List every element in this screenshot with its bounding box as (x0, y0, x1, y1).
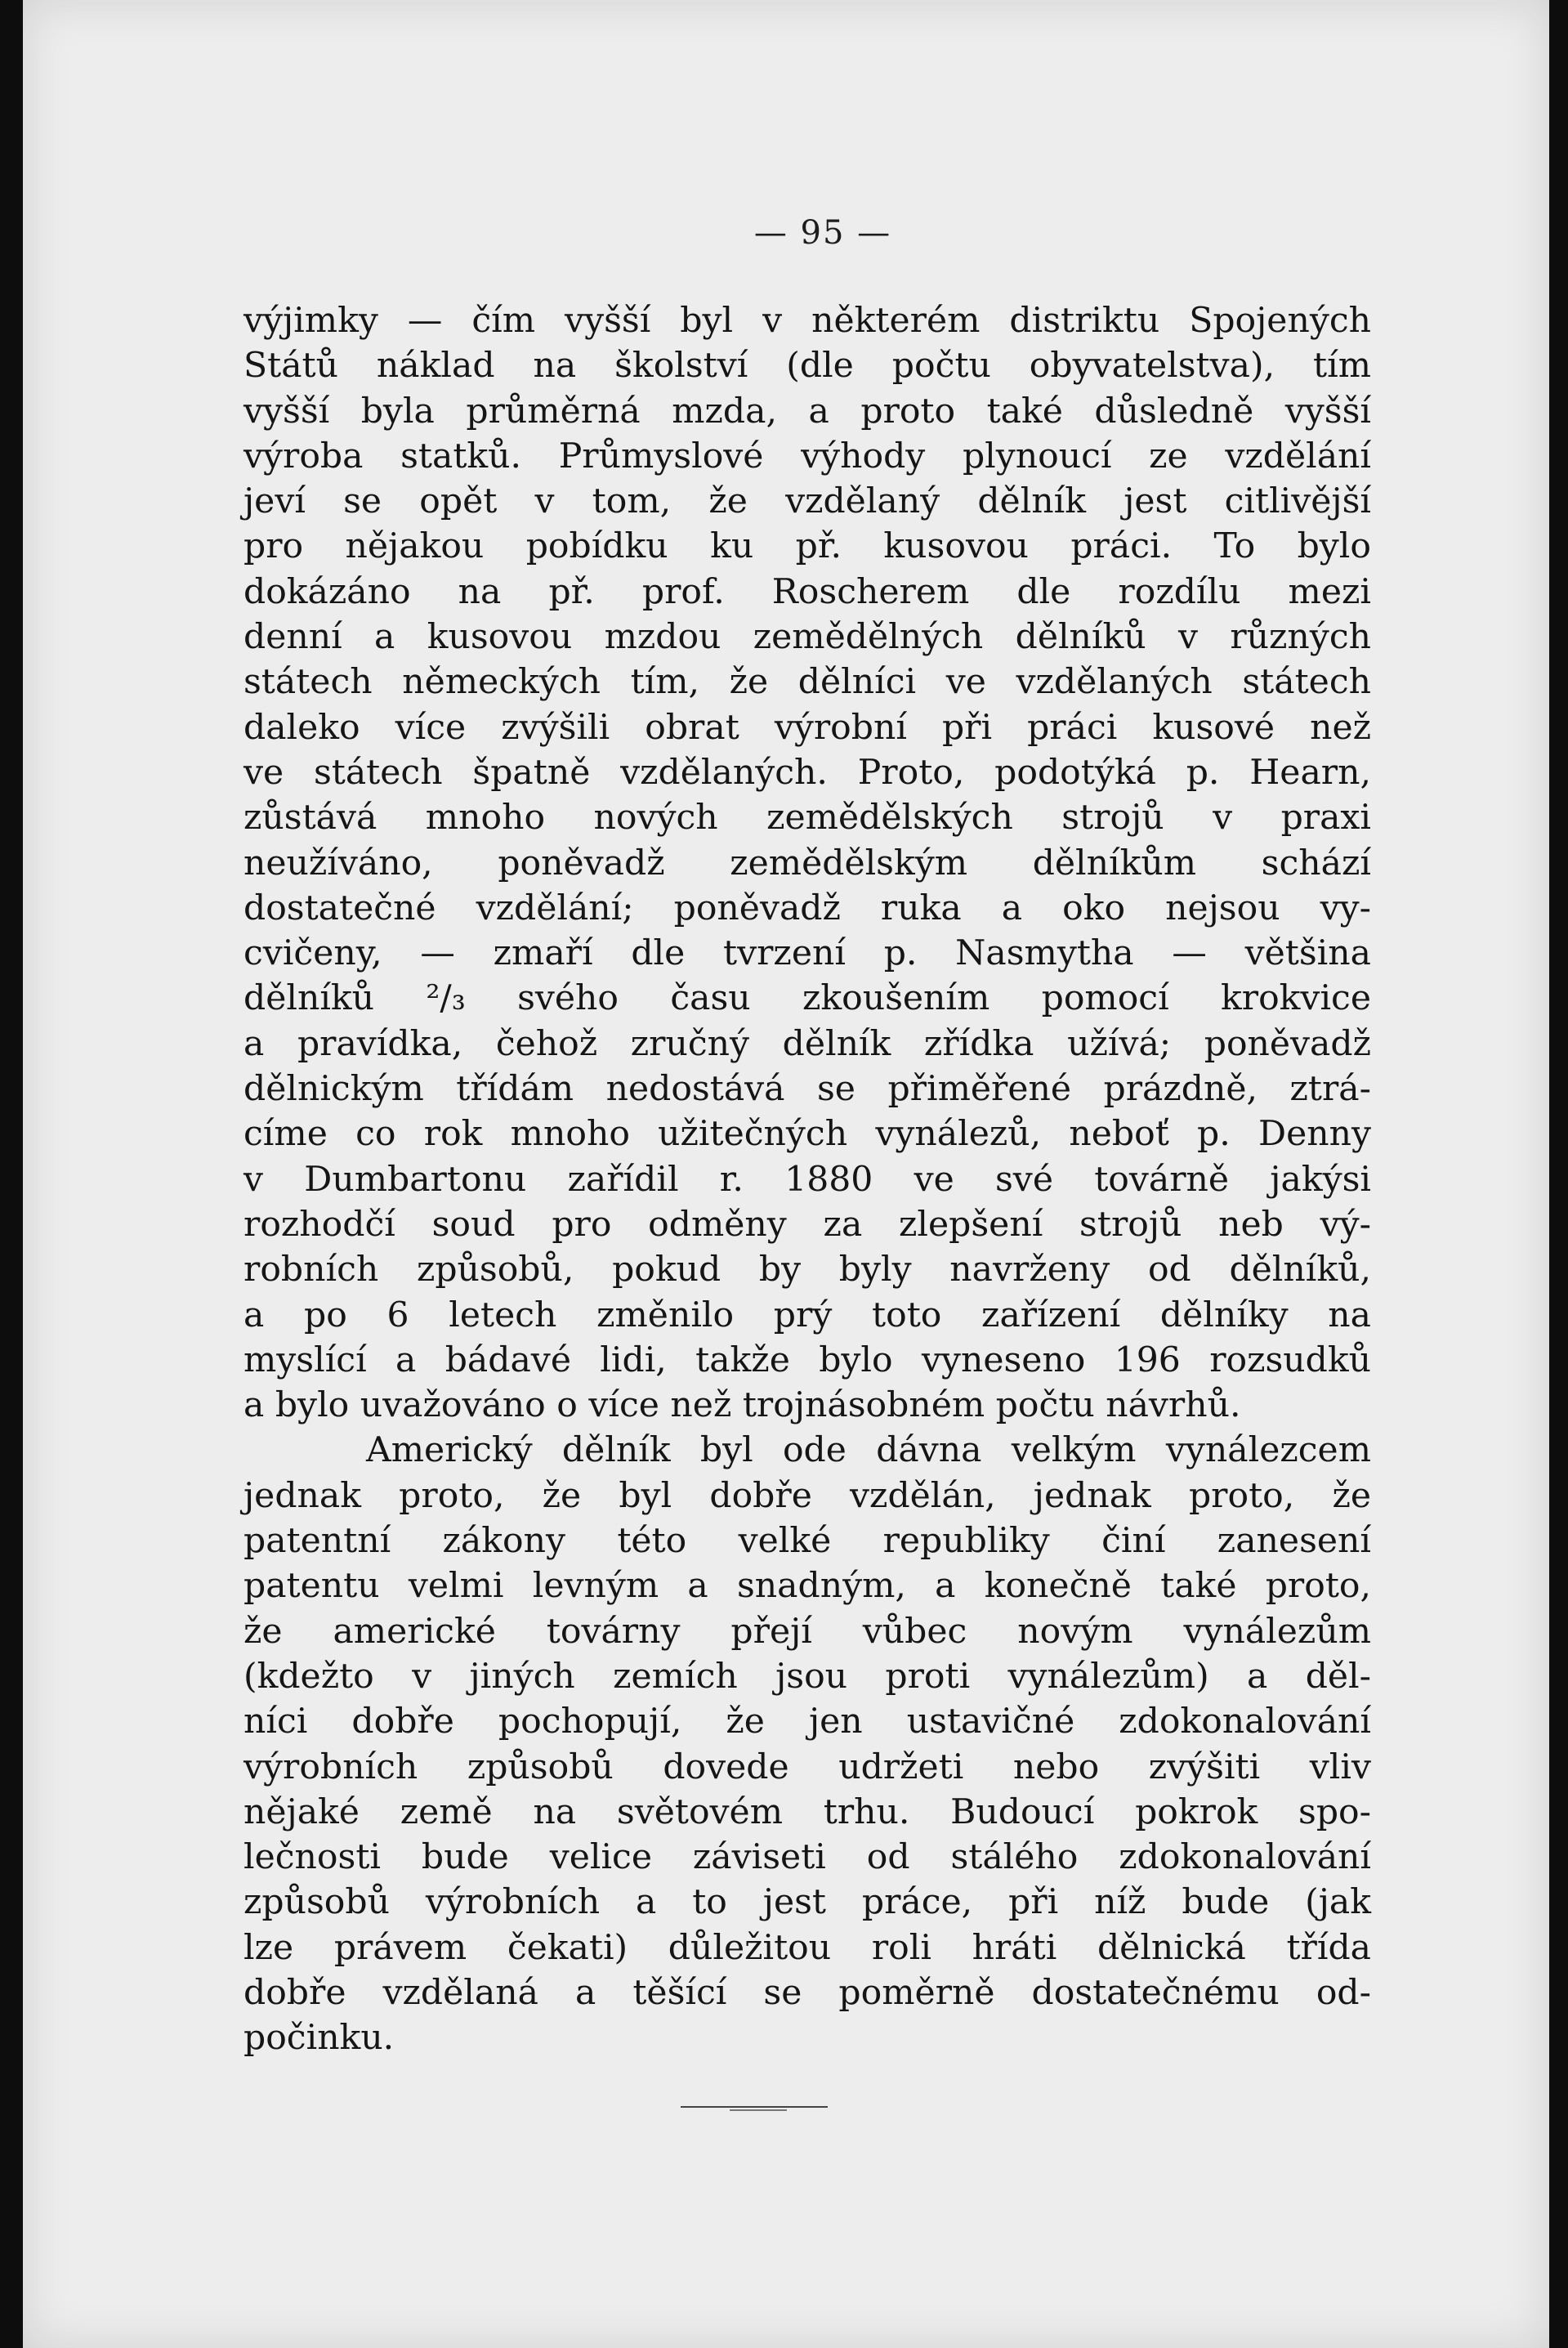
text-line: dokázáno na př. prof. Roscherem dle rozdílu mezi (243, 571, 1371, 612)
text-line: dobře vzdělaná a těšící se poměrně dostatečnému od- (243, 1972, 1371, 2013)
text-line: patentní zákony této velké republiky činí zanesení (243, 1521, 1371, 1562)
text-line: ve státech špatně vzdělaných. Proto, podotýká p. Hearn, (243, 752, 1371, 793)
text-line: robních způsobů, pokud by byly navrženy od dělníků, (243, 1250, 1371, 1290)
text-line: pro nějakou pobídku ku př. kusovou práci. To bylo (243, 526, 1371, 567)
text-line: zůstává mnoho nových zemědělských strojů v praxi (243, 798, 1371, 839)
section-end-rule (681, 2106, 828, 2108)
text-line: jednak proto, že byl dobře vzdělán, jednak proto, že (243, 1475, 1371, 1516)
text-line: státech německých tím, že dělníci ve vzdělaných státech (243, 662, 1371, 703)
text-line: výrobních způsobů dovede udržeti nebo zvýšiti vliv (243, 1746, 1371, 1787)
book-page (23, 0, 1549, 2348)
text-line: cvičeny, — zmaří dle tvrzení p. Nasmytha — většina (243, 933, 1371, 974)
body-text (243, 298, 1371, 2061)
text-line: lečnosti bude velice záviseti od stálého zdokonalování (243, 1837, 1371, 1878)
text-line: lze právem čekati) důležitou roli hráti dělnická třída (243, 1927, 1371, 1968)
text-line: níci dobře pochopují, že jen ustavičné zdokonalování (243, 1702, 1371, 1742)
text-line: nějaké země na světovém trhu. Budoucí pokrok spo- (243, 1791, 1371, 1832)
text-line: že americké továrny přejí vůbec novým vynálezům (243, 1611, 1371, 1652)
text-line: neužíváno, poněvadž zemědělským dělníkům schází (243, 843, 1371, 883)
text-line: dělnickým třídám nedostává se přiměřené prázdně, ztrá- (243, 1069, 1371, 1110)
text-line: Států náklad na školství (dle počtu obyvatelstva), tím (243, 346, 1371, 387)
text-line: rozhodčí soud pro odměny za zlepšení strojů neb vý- (243, 1204, 1371, 1245)
text-line: denní a kusovou mzdou zemědělných dělníků v různých (243, 617, 1371, 658)
text-line: vyšší byla průměrná mzda, a proto také důsledně vyšší (243, 391, 1371, 432)
text-line: (kdežto v jiných zemích jsou proti vynálezům) a děl- (243, 1656, 1371, 1697)
text-line: výroba statků. Průmyslové výhody plynoucí ze vzdělání (243, 436, 1371, 476)
text-line: címe co rok mnoho užitečných vynálezů, neboť p. Denny (243, 1114, 1371, 1155)
text-line: výjimky — čím vyšší byl v některém distriktu Spojených (243, 301, 1371, 341)
text-line: Americký dělník byl ode dávna velkým vynálezcem (366, 1430, 1371, 1471)
text-line: daleko více zvýšili obrat výrobní při práci kusové než (243, 707, 1371, 748)
text-line: dělníků ²/₃ svého času zkoušením pomocí krokvice (243, 978, 1371, 1019)
text-line: způsobů výrobních a to jest práce, při níž bude (jak (243, 1882, 1371, 1923)
text-line: a bylo uvažováno o více než trojnásobném počtu návrhů. (243, 1385, 1241, 1426)
text-line: a po 6 letech změnilo prý toto zařízení dělníky na (243, 1295, 1371, 1335)
text-line: a pravídka, čehož zručný dělník zřídka užívá; poněvadž (243, 1023, 1371, 1064)
text-line: myslící a bádavé lidi, takže bylo vyneseno 196 rozsudků (243, 1339, 1371, 1380)
text-line: jeví se opět v tom, že vzdělaný dělník jest citlivější (243, 481, 1371, 522)
text-line: patentu velmi levným a snadným, a konečně také proto, (243, 1566, 1371, 1607)
text-line: dostatečné vzdělání; poněvadž ruka a oko nejsou vy- (243, 888, 1371, 928)
text-line: v Dumbartonu zařídil r. 1880 ve své továrně jakýsi (243, 1159, 1371, 1200)
text-line: počinku. (243, 2018, 395, 2059)
page-number: — 95 — (753, 214, 892, 252)
